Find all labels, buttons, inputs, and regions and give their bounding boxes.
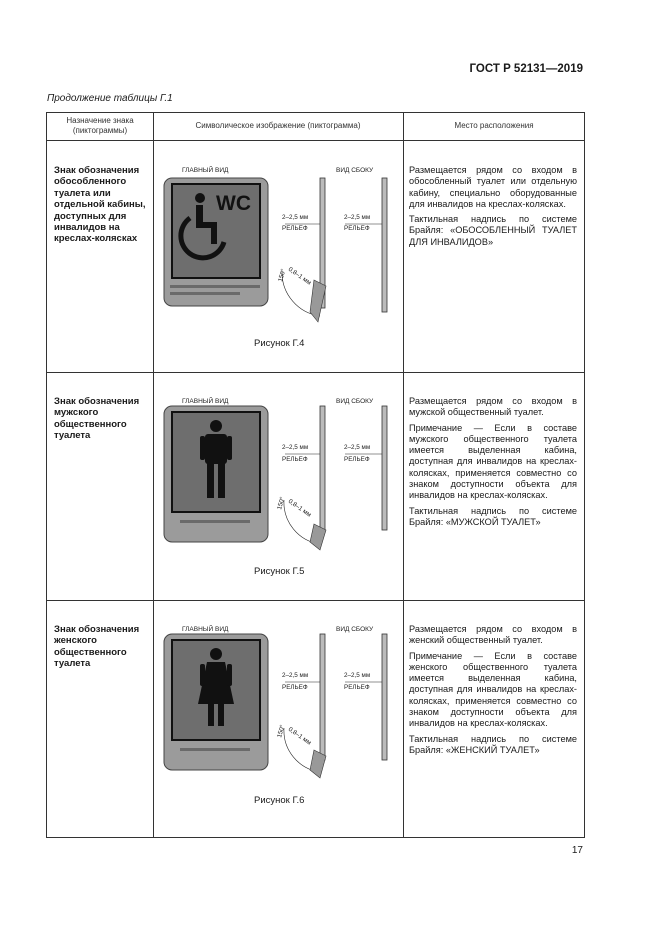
- dim-right: 2–2,5 мм: [344, 444, 371, 451]
- wc-label: WC: [216, 192, 251, 215]
- row2-placement-text: Размещается рядом со входом в мужской общественный туалет.: [409, 396, 577, 418]
- table-caption: Продолжение таблицы Г.1: [47, 93, 173, 104]
- side-profile-right: [382, 406, 387, 530]
- figure-caption-g5: Рисунок Г.5: [254, 566, 305, 577]
- row2-note-text: Примечание — Если в составе мужского общественного туалета имеется выделенная кабина, доступная для инвалидов на креслах-колясках, применяется совместно со знаком доступности объекта для инвалидов на креслах-колясках.: [409, 422, 577, 501]
- row2-sign-name: Знак обозначения мужского общественного туалета: [54, 396, 140, 442]
- row1-braille-text: Тактильная надпись по системе Брайля: «ОБОСОБЛЕННЫЙ ТУАЛЕТ ДЛЯ ИНВАЛИДОВ»: [409, 214, 577, 247]
- angle-label: 150°: [276, 496, 287, 511]
- dim-left: 2–2,5 мм: [282, 444, 309, 451]
- relief-left: РЕЛЬЕФ: [282, 225, 308, 232]
- figure-g5: [160, 392, 400, 592]
- row3-note-text: Примечание — Если в составе женского общественного туалета имеется выделенная кабина, доступная для инвалидов на креслах-колясках, применяется совместно со знаком доступности объекта для инвалидов на креслах-колясках.: [409, 650, 577, 729]
- figure-g6: [160, 620, 400, 820]
- angle-label: 150°: [276, 724, 287, 739]
- row1-placement-text: Размещается рядом со входом в обособленный туалет или отдельную кабину, специально оборудованные для инвалидов на креслах-колясках.: [409, 165, 577, 209]
- dim-right: 2–2,5 мм: [344, 214, 371, 221]
- row3-braille-text: Тактильная надпись по системе Брайля: «ЖЕНСКИЙ ТУАЛЕТ»: [409, 733, 577, 755]
- row3-placement-text: Размещается рядом со входом в женский общественный туалет.: [409, 624, 577, 646]
- side-profile-left: [320, 634, 325, 760]
- figure-caption-g6: Рисунок Г.6: [254, 795, 305, 806]
- row1-placement: [409, 165, 577, 252]
- side-view-label: ВИД СБОКУ: [336, 167, 374, 174]
- row2-placement: [409, 396, 577, 532]
- side-profile-left: [320, 406, 325, 532]
- side-profile-right: [382, 178, 387, 312]
- main-view-label: ГЛАВНЫЙ ВИД: [182, 167, 229, 174]
- relief-right: РЕЛЬЕФ: [344, 456, 370, 463]
- angle-label: 150°: [277, 268, 288, 283]
- column-header-location: Место расположения: [454, 121, 534, 130]
- relief-left: РЕЛЬЕФ: [282, 684, 308, 691]
- row2-braille-text: Тактильная надпись по системе Брайля: «МУЖСКОЙ ТУАЛЕТ»: [409, 505, 577, 527]
- thickness-label: 0,8–1 мм: [286, 497, 313, 519]
- relief-right: РЕЛЬЕФ: [344, 225, 370, 232]
- figure-g4: [160, 160, 400, 360]
- standard-number: ГОСТ Р 52131—2019: [469, 63, 583, 75]
- dim-left: 2–2,5 мм: [282, 672, 309, 679]
- column-header-pictogram: Символическое изображение (пиктограмма): [195, 121, 361, 130]
- dim-right: 2–2,5 мм: [344, 672, 371, 679]
- side-profile-right: [382, 634, 387, 760]
- thickness-label: 0,8–1 мм: [286, 725, 313, 747]
- dim-left: 2–2,5 мм: [282, 214, 309, 221]
- main-view-label: ГЛАВНЫЙ ВИД: [182, 398, 229, 405]
- braille-dots: [180, 748, 250, 751]
- braille-dots: [180, 520, 250, 523]
- side-view-label: ВИД СБОКУ: [336, 626, 374, 633]
- side-view-label: ВИД СБОКУ: [336, 398, 374, 405]
- page-number: 17: [571, 845, 583, 856]
- relief-right: РЕЛЬЕФ: [344, 684, 370, 691]
- column-header-purpose: Назначение знака (пиктограммы): [66, 116, 134, 135]
- thickness-label: 0,8–1 мм: [286, 265, 313, 287]
- row1-sign-name: Знак обозначения обособленного туалета или отдельной кабины, доступных для инвалидов на креслах-колясках: [54, 165, 146, 245]
- relief-left: РЕЛЬЕФ: [282, 456, 308, 463]
- main-view-label: ГЛАВНЫЙ ВИД: [182, 626, 229, 633]
- row3-placement: [409, 624, 577, 760]
- row3-sign-name: Знак обозначения женского общественного туалета: [54, 624, 140, 670]
- figure-caption-g4: Рисунок Г.4: [254, 338, 305, 349]
